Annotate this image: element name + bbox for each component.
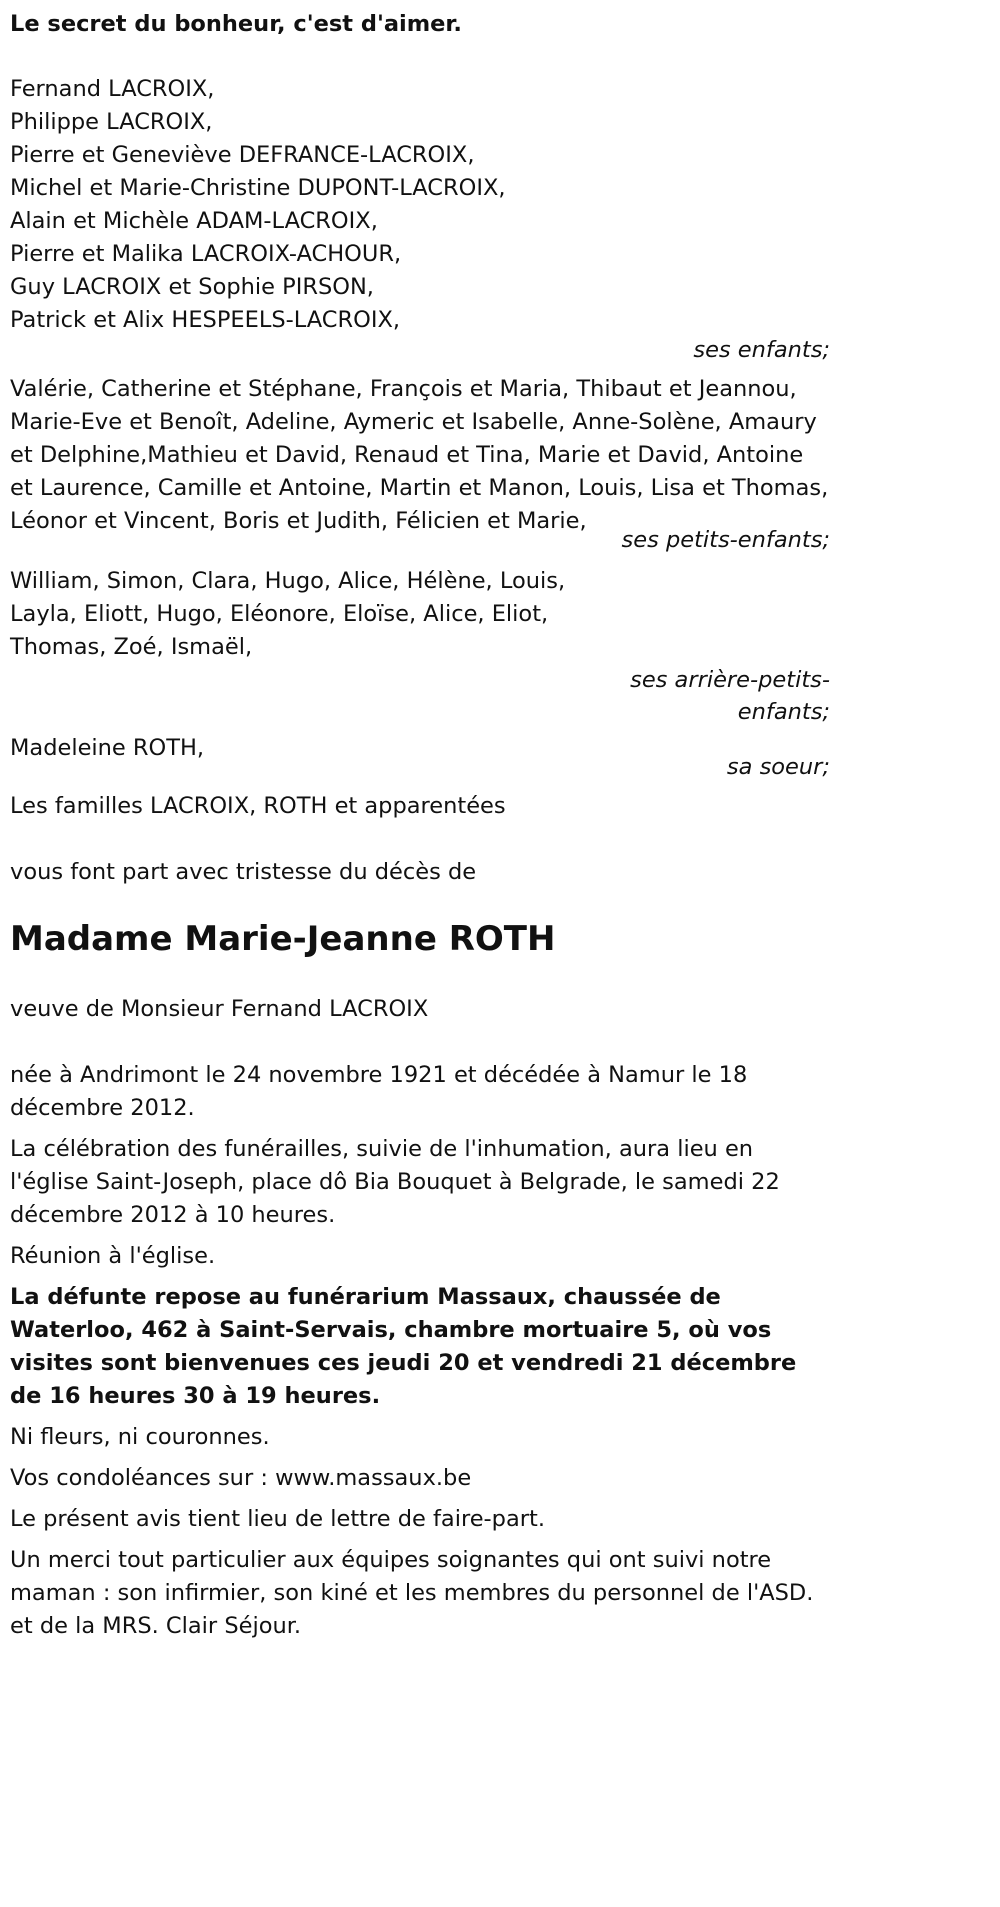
child-line: Pierre et Geneviève DEFRANCE-LACROIX, [10, 142, 475, 168]
ceremony-details: La célébration des funérailles, suivie de l'inhumation, aura lieu en l'église Saint-Joseph, place dô Bia Bouquet à Belgrade, le samedi 22 décembre 2012 à 10 heures. [10, 1136, 780, 1228]
notice-line: Le présent avis tient lieu de lettre de faire-part. [10, 1506, 545, 1532]
grandchildren-role: ses petits-enfants; [621, 527, 830, 553]
visitation-details: La défunte repose au funérarium Massaux, chaussée de Waterloo, 462 à Saint-Servais, chambre mortuaire 5, où vos visites sont bienvenues ces jeudi 20 et vendredi 21 décembre de 16 heures 30 à 19 heures. [10, 1284, 797, 1409]
child-line: Patrick et Alix HESPEELS-LACROIX, [10, 307, 401, 333]
great-grandchildren-role: ses arrière-petits-enfants; [630, 667, 830, 725]
child-line: Pierre et Malika LACROIX-ACHOUR, [10, 241, 402, 267]
child-line: Fernand LACROIX, [10, 76, 215, 102]
children-list [10, 73, 830, 337]
widow-of: veuve de Monsieur Fernand LACROIX [10, 996, 429, 1022]
meeting-note: Réunion à l'église. [10, 1243, 216, 1269]
child-line: Michel et Marie-Christine DUPONT-LACROIX, [10, 175, 506, 201]
flowers-note: Ni fleurs, ni couronnes. [10, 1424, 270, 1450]
deceased-name: Madame Marie-Jeanne ROTH [10, 919, 556, 959]
grandchildren-list: Valérie, Catherine et Stéphane, François et Maria, Thibaut et Jeannou, Marie-Eve et Benoît, Adeline, Aymeric et Isabelle, Anne-Solène, Amaury et Delphine,Mathieu et David, Renaud et Tina, Marie et David, Antoine et Laurence, Camille et Antoine, Martin et Manon, Louis, Lisa et Thomas, Léonor et Vincent, Boris et Judith, Félicien et Marie, [10, 376, 829, 534]
thanks-paragraph: Un merci tout particulier aux équipes soignantes qui ont suivi notre maman : son infirmier, son kiné et les membres du personnel de l'ASD. et de la MRS. Clair Séjour. [10, 1547, 814, 1639]
children-role: ses enfants; [693, 337, 830, 363]
families-line: Les familles LACROIX, ROTH et apparentées [10, 793, 506, 819]
child-line: Guy LACROIX et Sophie PIRSON, [10, 274, 374, 300]
birth-death-dates: née à Andrimont le 24 novembre 1921 et décédée à Namur le 18 décembre 2012. [10, 1062, 748, 1121]
child-line: Alain et Michèle ADAM-LACROIX, [10, 208, 378, 234]
announcement-intro: vous font part avec tristesse du décès de [10, 859, 477, 885]
child-line: Philippe LACROIX, [10, 109, 213, 135]
great-grandchildren-list: William, Simon, Clara, Hugo, Alice, Hélène, Louis, Layla, Eliott, Hugo, Eléonore, Eloïse, Alice, Eliot, Thomas, Zoé, Ismaël, [10, 568, 566, 660]
sister-role: sa soeur; [726, 754, 830, 780]
motto: Le secret du bonheur, c'est d'aimer. [10, 11, 462, 37]
condolences-line: Vos condoléances sur : www.massaux.be [10, 1465, 472, 1491]
sister-name: Madeleine ROTH, [10, 735, 205, 761]
